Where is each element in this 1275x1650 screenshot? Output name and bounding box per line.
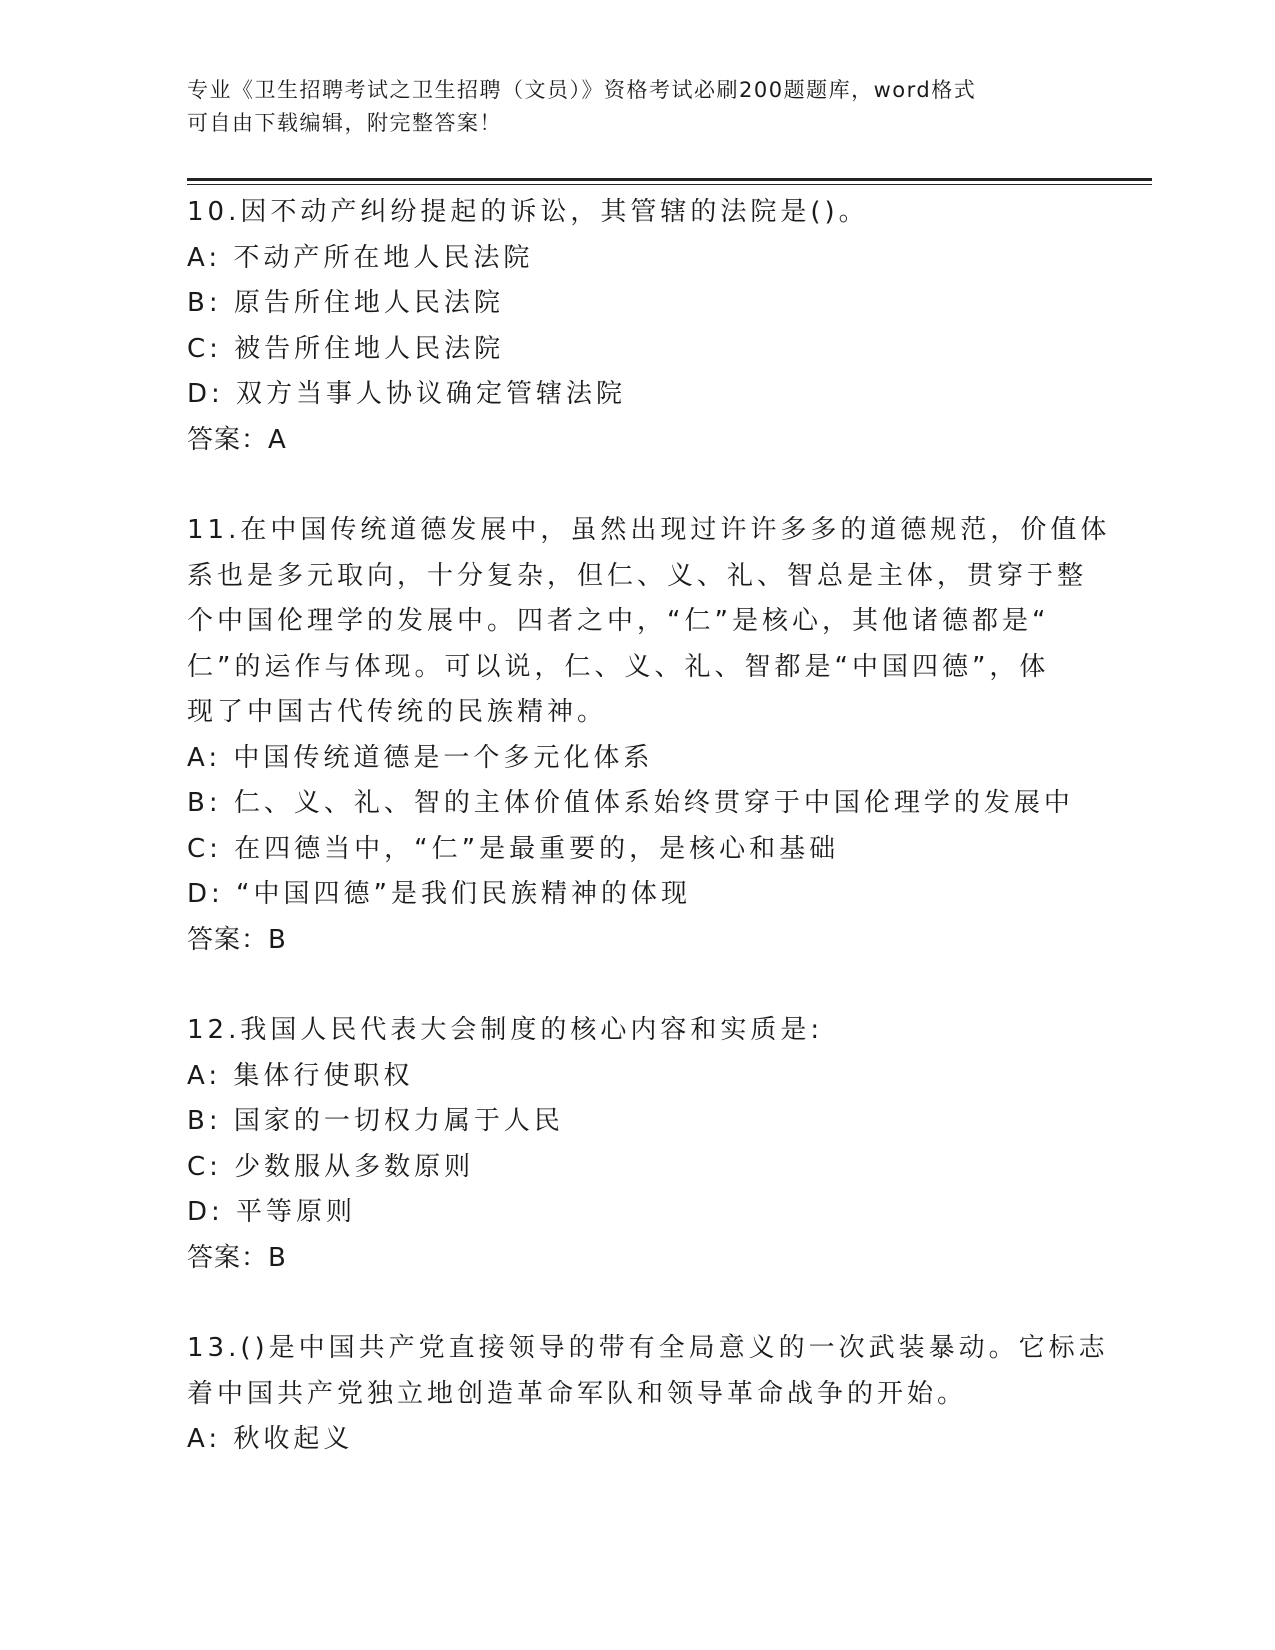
option-c: C: 少数服从多数原则 [187, 1151, 475, 1182]
question-10 [187, 190, 1067, 463]
option-b: B: 国家的一切权力属于人民 [187, 1106, 564, 1136]
question-13 [187, 1326, 1109, 1463]
header-rule-thick [187, 178, 1152, 181]
question-stem-line-2: 系也是多元取向，十分复杂，但仁、义、礼、智总是主体，贯穿于整 [187, 560, 1088, 591]
question-stem: 12.我国人民代表大会制度的核心内容和实质是: [187, 1015, 824, 1045]
spacer [187, 463, 1067, 508]
option-b: B: 原告所住地人民法院 [187, 288, 504, 318]
option-a: A: 秋收起义 [187, 1424, 354, 1454]
question-stem-line-5: 现了中国古代传统的民族精神。 [187, 697, 608, 727]
header-rule-thin [187, 184, 1152, 185]
option-a: A: 集体行使职权 [187, 1060, 414, 1091]
question-list [187, 190, 1111, 1463]
document-header [187, 74, 1067, 140]
option-c: C: 在四德当中，“仁”是最重要的，是核心和基础 [187, 833, 840, 864]
header-line-1: 专业《卫生招聘考试之卫生招聘（文员）》资格考试必刷200题题库，word格式 [187, 78, 977, 102]
spacer [187, 1281, 1067, 1326]
question-stem-line-3: 个中国伦理学的发展中。四者之中，“仁”是核心，其他诸德都是“ [187, 606, 1050, 636]
option-d: D: 双方当事人协议确定管辖法院 [187, 379, 627, 409]
question-stem-line-2: 着中国共产党独立地创造革命军队和领导革命战争的开始。 [187, 1378, 968, 1409]
answer-line: 答案：B [187, 924, 287, 955]
header-line-2: 可自由下载编辑，附完整答案！ [187, 111, 502, 135]
answer-line: 答案：A [187, 424, 287, 455]
question-stem-line-1: 11.在中国传统道德发展中，虽然出现过许许多多的道德规范，价值体 [187, 515, 1111, 545]
option-a: A: 不动产所在地人民法院 [187, 242, 534, 273]
question-12 [187, 1008, 1067, 1281]
question-stem-line-4: 仁”的运作与体现。可以说，仁、义、礼、智都是“中国四德”，体 [187, 651, 1050, 682]
question-stem: 10.因不动产纠纷提起的诉讼，其管辖的法院是()。 [187, 197, 869, 227]
question-11 [187, 508, 1111, 963]
option-d: D: 平等原则 [187, 1197, 357, 1227]
spacer [187, 963, 1067, 1008]
option-a: A: 中国传统道德是一个多元化体系 [187, 742, 654, 773]
question-stem-line-1: 13.()是中国共产党直接领导的带有全局意义的一次武装暴动。它标志 [187, 1333, 1109, 1363]
answer-line: 答案：B [187, 1242, 287, 1273]
option-c: C: 被告所住地人民法院 [187, 333, 505, 364]
option-b: B: 仁、义、礼、智的主体价值体系始终贯穿于中国伦理学的发展中 [187, 788, 1074, 818]
option-d: D: “中国四德”是我们民族精神的体现 [187, 879, 691, 909]
